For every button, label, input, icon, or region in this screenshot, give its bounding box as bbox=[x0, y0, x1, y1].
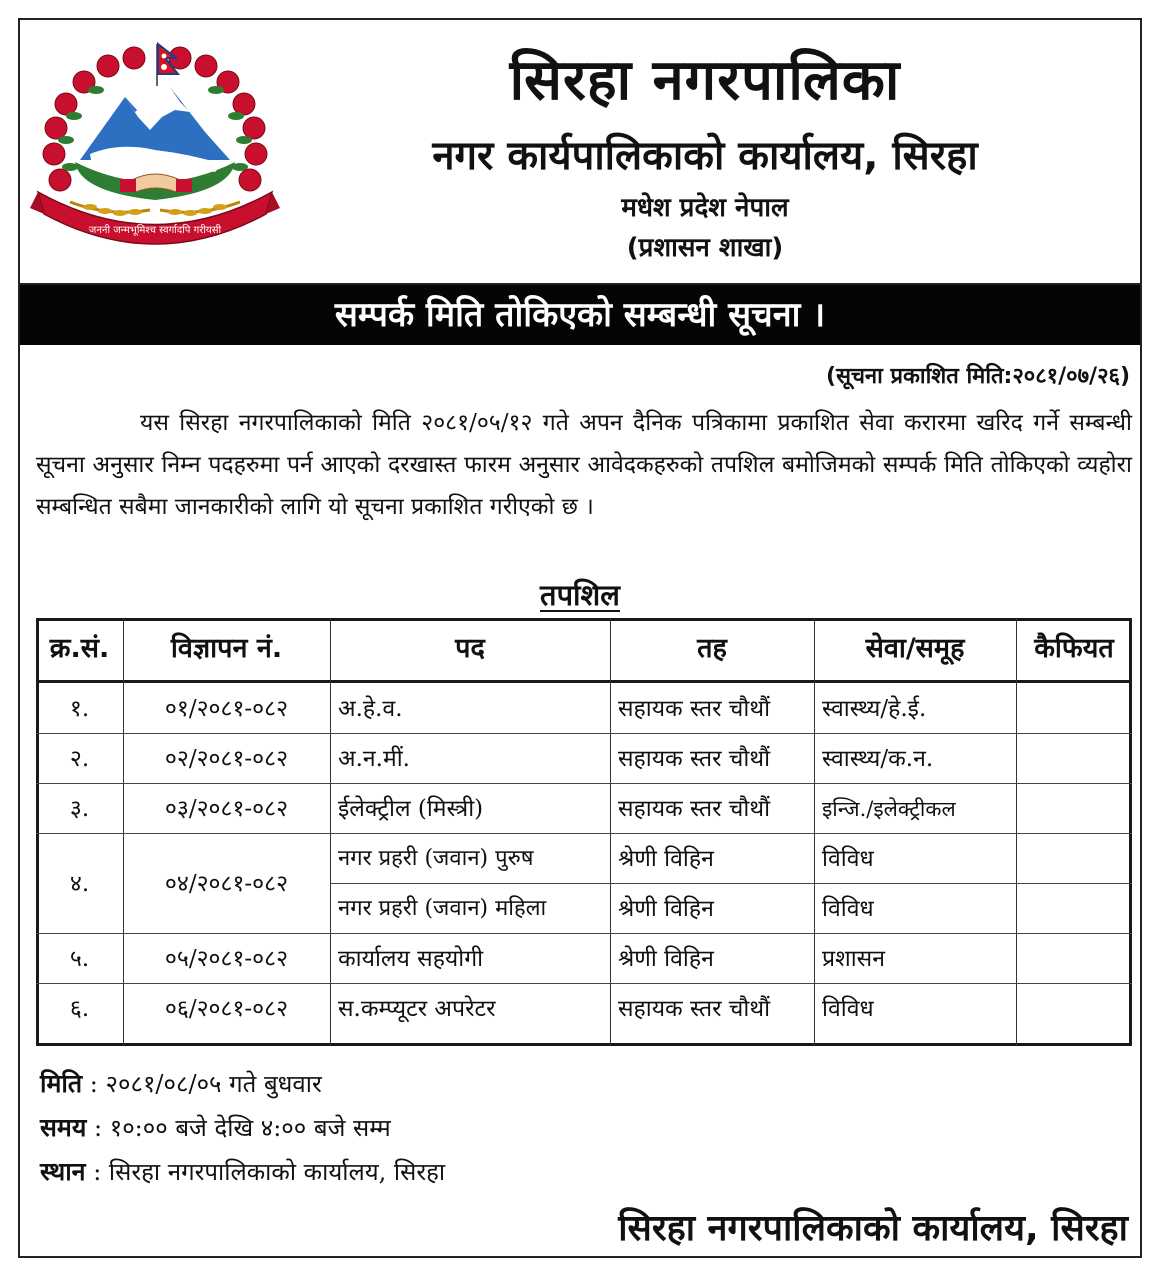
detail-date bbox=[40, 1066, 322, 1100]
cell-sn: १. bbox=[69, 696, 90, 722]
cell-level: सहायक स्तर चौथौं bbox=[618, 696, 771, 722]
branch-line: (प्रशासन शाखा) bbox=[626, 233, 784, 263]
details-table bbox=[36, 618, 1132, 1046]
cell-service: विविध bbox=[822, 996, 874, 1022]
cell-service: विविध bbox=[822, 896, 874, 922]
office-title: नगर कार्यपालिकाको कार्यालय, सिरहा bbox=[432, 133, 978, 179]
cell-level: सहायक स्तर चौथौं bbox=[618, 746, 771, 772]
cell-service: स्वास्थ्य/हे.ई. bbox=[822, 696, 927, 722]
cell-service: विविध bbox=[822, 846, 874, 872]
municipality-title: सिरहा नगरपालिका bbox=[509, 48, 901, 113]
cell-post: कार्यालय सहयोगी bbox=[338, 946, 484, 972]
cell-post: नगर प्रहरी (जवान) पुरुष bbox=[338, 846, 534, 871]
header-service: सेवा/समूह bbox=[865, 633, 965, 664]
cell-sn: ४. bbox=[69, 871, 90, 897]
cell-ad-no: ०१/२०८१-०८२ bbox=[164, 696, 289, 722]
emblem-motto: जननी जन्मभूमिश्च स्वर्गादपि गरीयसी bbox=[88, 225, 222, 236]
cell-post: अ.हे.व. bbox=[338, 696, 403, 722]
header-level: तह bbox=[697, 633, 727, 664]
cell-level: सहायक स्तर चौथौं bbox=[618, 996, 771, 1022]
cell-post: ईलेक्ट्रील (मिस्त्री) bbox=[338, 796, 484, 822]
detail-time-label: समय bbox=[40, 1113, 87, 1142]
table-title: तपशिल bbox=[540, 578, 620, 612]
cell-ad-no: ०४/२०८१-०८२ bbox=[164, 871, 289, 897]
cell-sn: २. bbox=[69, 746, 90, 772]
province-line: मधेश प्रदेश नेपाल bbox=[621, 193, 789, 223]
header-post: पद bbox=[455, 633, 485, 664]
detail-time bbox=[40, 1110, 391, 1144]
nepal-emblem-icon bbox=[30, 42, 280, 247]
cell-ad-no: ०५/२०८१-०८२ bbox=[164, 946, 289, 972]
cell-service: इन्जि./इलेक्ट्रीकल bbox=[822, 797, 956, 821]
detail-place-value: : सिरहा नगरपालिकाको कार्यालय, सिरहा bbox=[93, 1158, 446, 1186]
col-divider bbox=[1016, 618, 1017, 1046]
cell-post: अ.न.मीं. bbox=[338, 746, 410, 772]
cell-level: श्रेणी विहिन bbox=[618, 846, 714, 872]
header-ad-no: विज्ञापन नं. bbox=[170, 633, 283, 664]
header-sn: क्र.सं. bbox=[49, 633, 110, 664]
detail-date-label: मिति bbox=[40, 1069, 83, 1098]
cell-post: स.कम्प्यूटर अपरेटर bbox=[338, 996, 496, 1022]
cell-level: श्रेणी विहिन bbox=[618, 896, 714, 922]
detail-place bbox=[40, 1154, 445, 1188]
footer-signature: सिरहा नगरपालिकाको कार्यालय, सिरहा bbox=[618, 1208, 1128, 1249]
notice-body: यस सिरहा नगरपालिकाको मिति २०८१/०५/१२ गते अपन दैनिक पत्रिकामा प्रकाशित सेवा करारमा खरिद गर्ने सम्बन्धी सूचना अनुसार निम्न पदहरुमा पर्न आएको दरखास्त फारम अनुसार आवेदकहरुको तपशिल बमोजिमको सम्पर्क मिति तोकिएको व्यहोरा सम्बन्धित सबैमा जानकारीको लागि यो सूचना प्रकाशित गरीएको छ । bbox=[36, 410, 1132, 520]
cell-ad-no: ०२/२०८१-०८२ bbox=[164, 746, 289, 772]
cell-level: सहायक स्तर चौथौं bbox=[618, 796, 771, 822]
notice-title-banner: सम्पर्क मिति तोकिएको सम्बन्धी सूचना । bbox=[20, 285, 1140, 345]
cell-post: नगर प्रहरी (जवान) महिला bbox=[338, 896, 547, 921]
detail-date-value: : २०८१/०८/०५ गते बुधवार bbox=[89, 1070, 322, 1098]
cell-level: श्रेणी विहिन bbox=[618, 946, 714, 972]
cell-service: प्रशासन bbox=[822, 946, 885, 972]
detail-place-label: स्थान bbox=[40, 1157, 86, 1186]
header-remarks: कैफियत bbox=[1034, 633, 1114, 664]
cell-sn: ५. bbox=[69, 946, 90, 972]
cell-sn: ३. bbox=[69, 796, 90, 822]
cell-sn: ६. bbox=[69, 996, 90, 1022]
cell-ad-no: ०६/२०८१-०८२ bbox=[164, 996, 289, 1022]
cell-service: स्वास्थ्य/क.न. bbox=[822, 746, 934, 772]
published-date: (सूचना प्रकाशित मिति:२०८१/०७/२६) bbox=[826, 364, 1130, 389]
detail-time-value: : १०:०० बजे देखि ४:०० बजे सम्म bbox=[94, 1114, 391, 1142]
cell-ad-no: ०३/२०८१-०८२ bbox=[164, 796, 289, 822]
